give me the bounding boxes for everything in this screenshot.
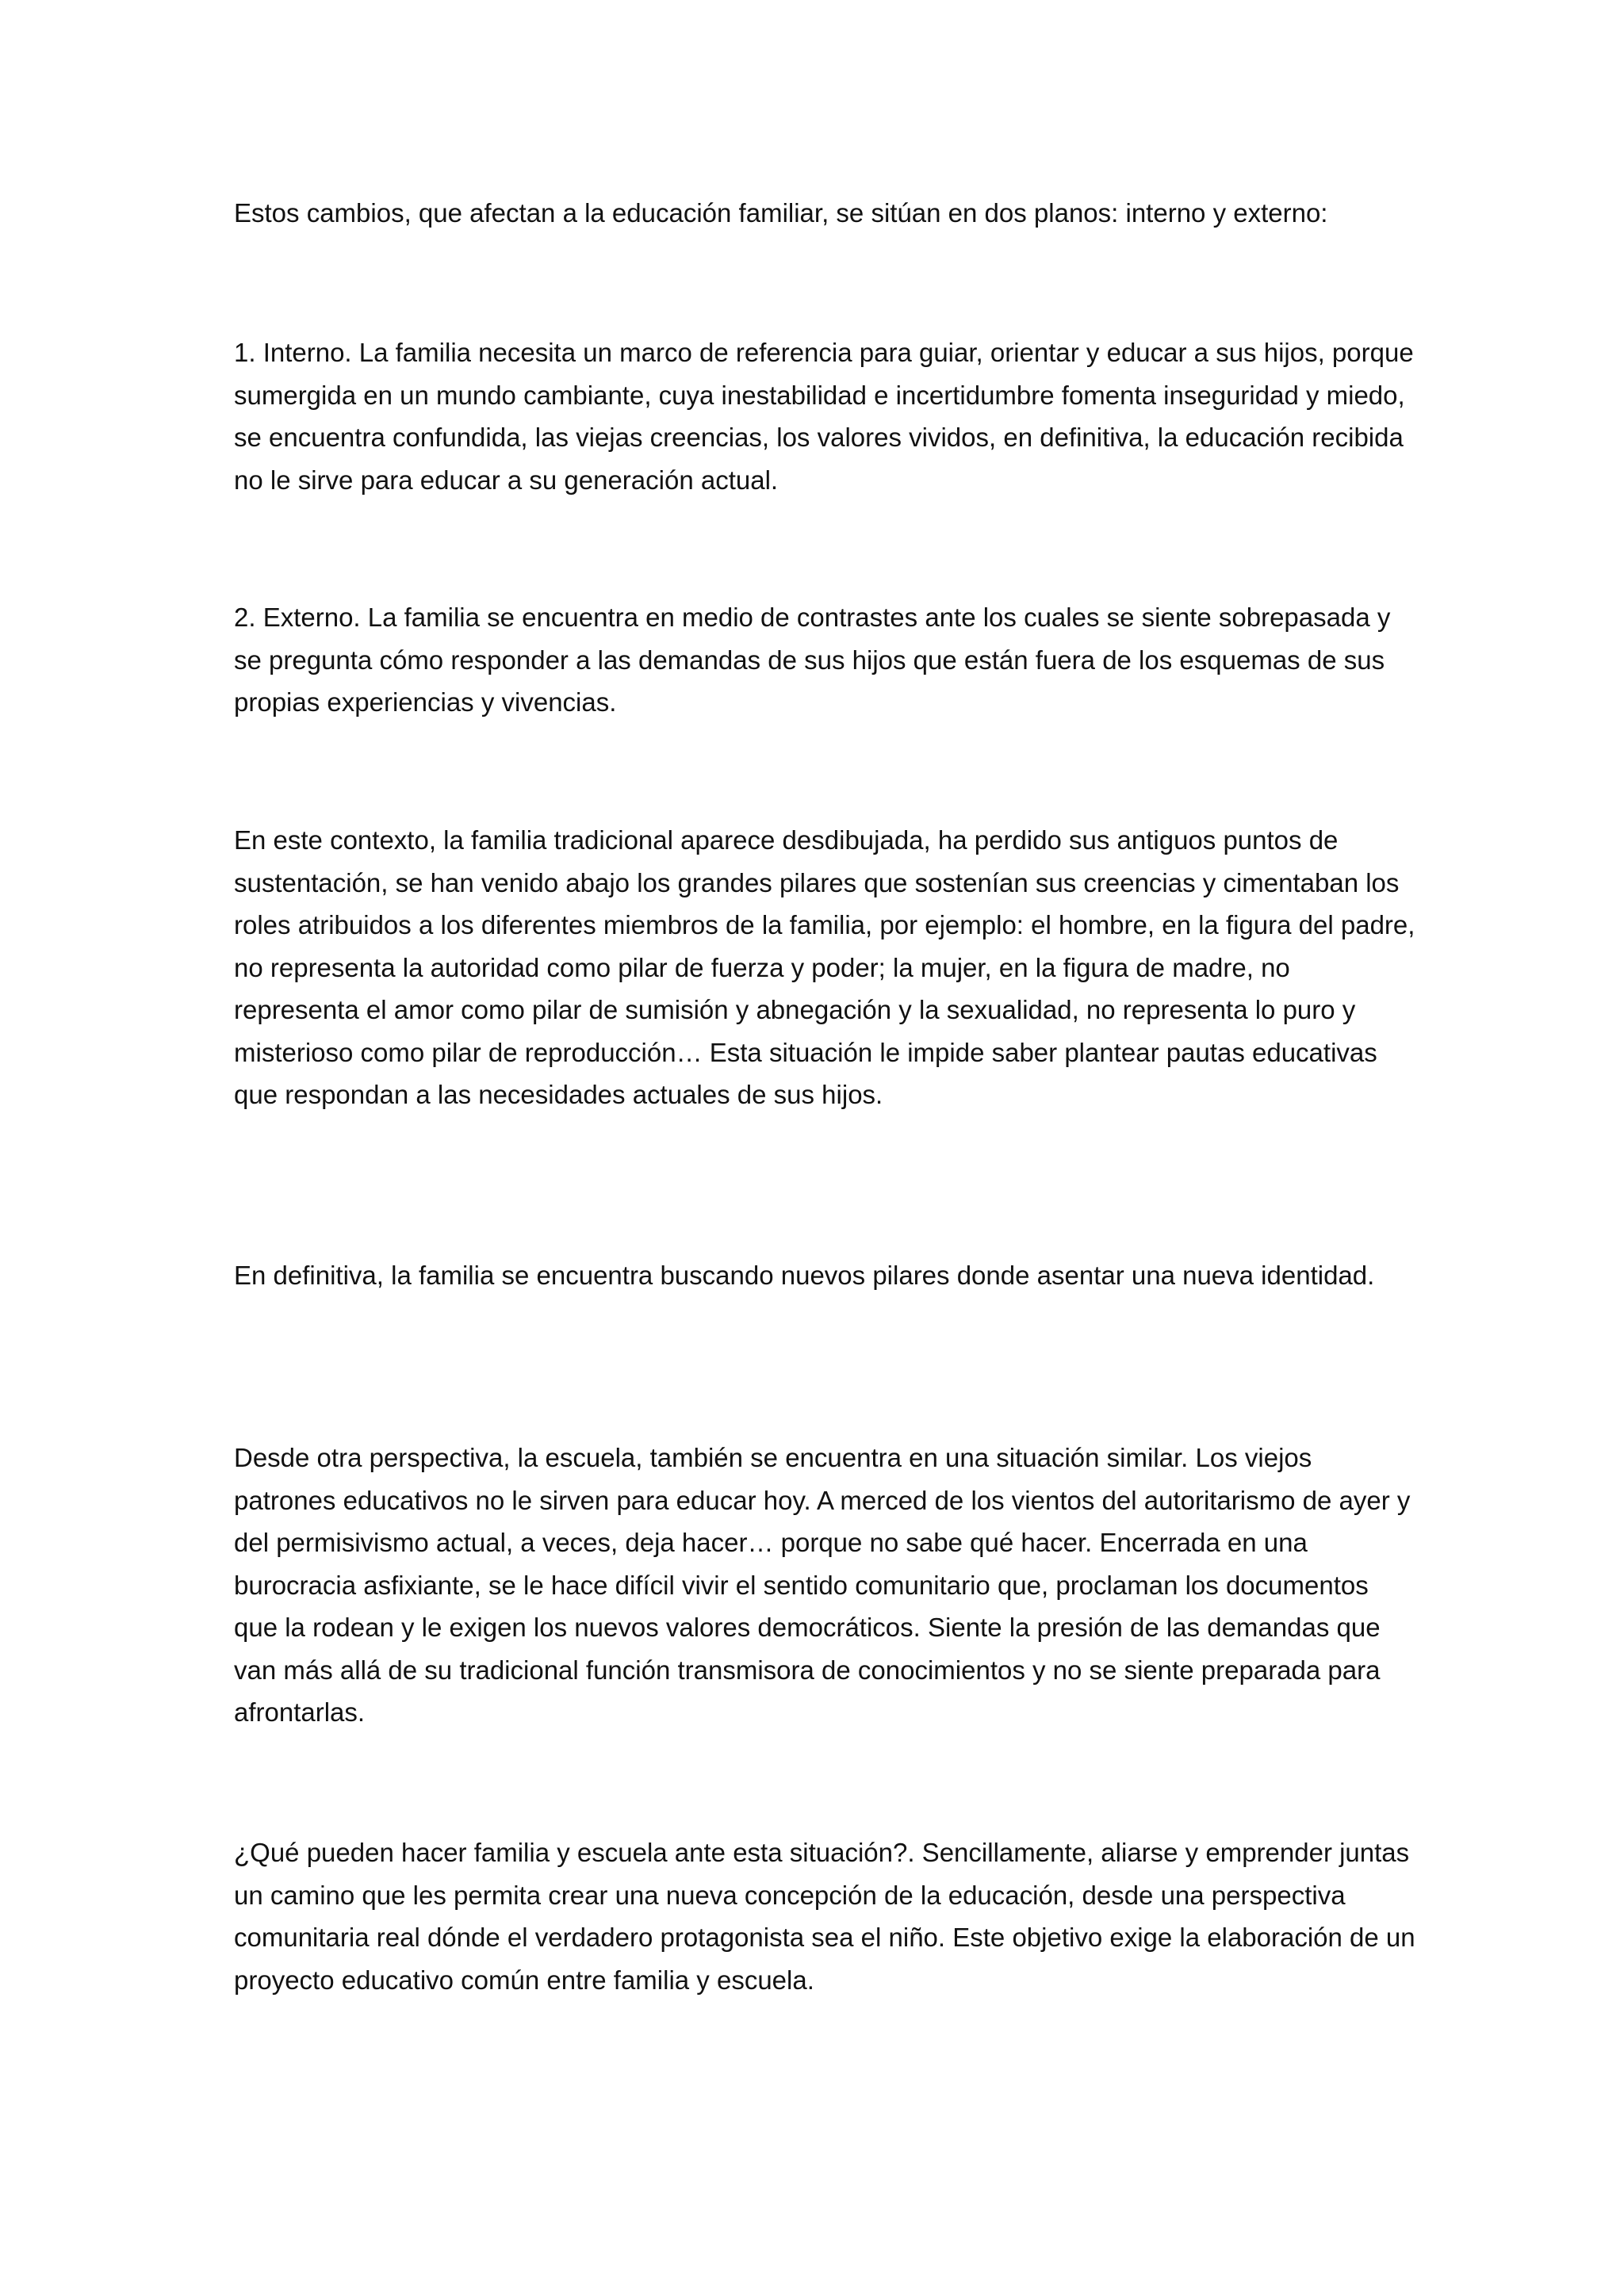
- paragraph-family-new-identity: En definitiva, la familia se encuentra buscando nuevos pilares donde asentar una nueva identidad.: [234, 1261, 1375, 1290]
- paragraph-school-perspective: Desde otra perspectiva, la escuela, también se encuentra en una situación similar. Los viejos patrones educativos no le sirven para educar hoy. A merced de los vientos del autoritarismo de ayer y del permisivismo actual, a veces, deja hacer… porque no sabe qué hacer. Encerrada en una burocracia asfixiante, se le hace difícil vivir el sentido comunitario que, proclaman los documentos que la rodean y le exigen los nuevos valores democráticos. Siente la presión de las demandas que van más allá de su tradicional función transmisora de conocimientos y no se siente preparada para afrontarlas.: [234, 1443, 1411, 1727]
- paragraph-intro: Estos cambios, que afectan a la educación familiar, se sitúan en dos planos: interno y externo:: [234, 198, 1328, 228]
- paragraph-internal-plane: 1. Interno. La familia necesita un marco de referencia para guiar, orientar y educar a sus hijos, porque sumergida en un mundo cambiante, cuya inestabilidad e incertidumbre fomenta inseguridad y miedo, se encuentra confundida, las viejas creencias, los valores vividos, en definitiva, la educación recibida no le sirve para educar a su generación actual.: [234, 338, 1414, 495]
- paragraph-family-school-alliance: ¿Qué pueden hacer familia y escuela ante esta situación?. Sencillamente, aliarse y emprender juntas un camino que les permita crear una nueva concepción de la educación, desde una perspectiva comunitaria real dónde el verdadero protagonista sea el niño. Este objetivo exige la elaboración de un proyecto educativo común entre familia y escuela.: [234, 1838, 1415, 1995]
- paragraph-traditional-family-context: En este contexto, la familia tradicional aparece desdibujada, ha perdido sus antiguos puntos de sustentación, se han venido abajo los grandes pilares que sostenían sus creencias y cimentaban los roles atribuidos a los diferentes miembros de la familia, por ejemplo: el hombre, en la figura del padre, no representa la autoridad como pilar de fuerza y poder; la mujer, en la figura de madre, no representa el amor como pilar de sumisión y abnegación y la sexualidad, no representa lo puro y misterioso como pilar de reproducción… Esta situación le impide saber plantear pautas educativas que respondan a las necesidades actuales de sus hijos.: [234, 825, 1415, 1109]
- paragraph-external-plane: 2. Externo. La familia se encuentra en medio de contrastes ante los cuales se siente sobrepasada y se pregunta cómo responder a las demandas de sus hijos que están fuera de los esquemas de sus propias experiencias y vivencias.: [234, 603, 1391, 717]
